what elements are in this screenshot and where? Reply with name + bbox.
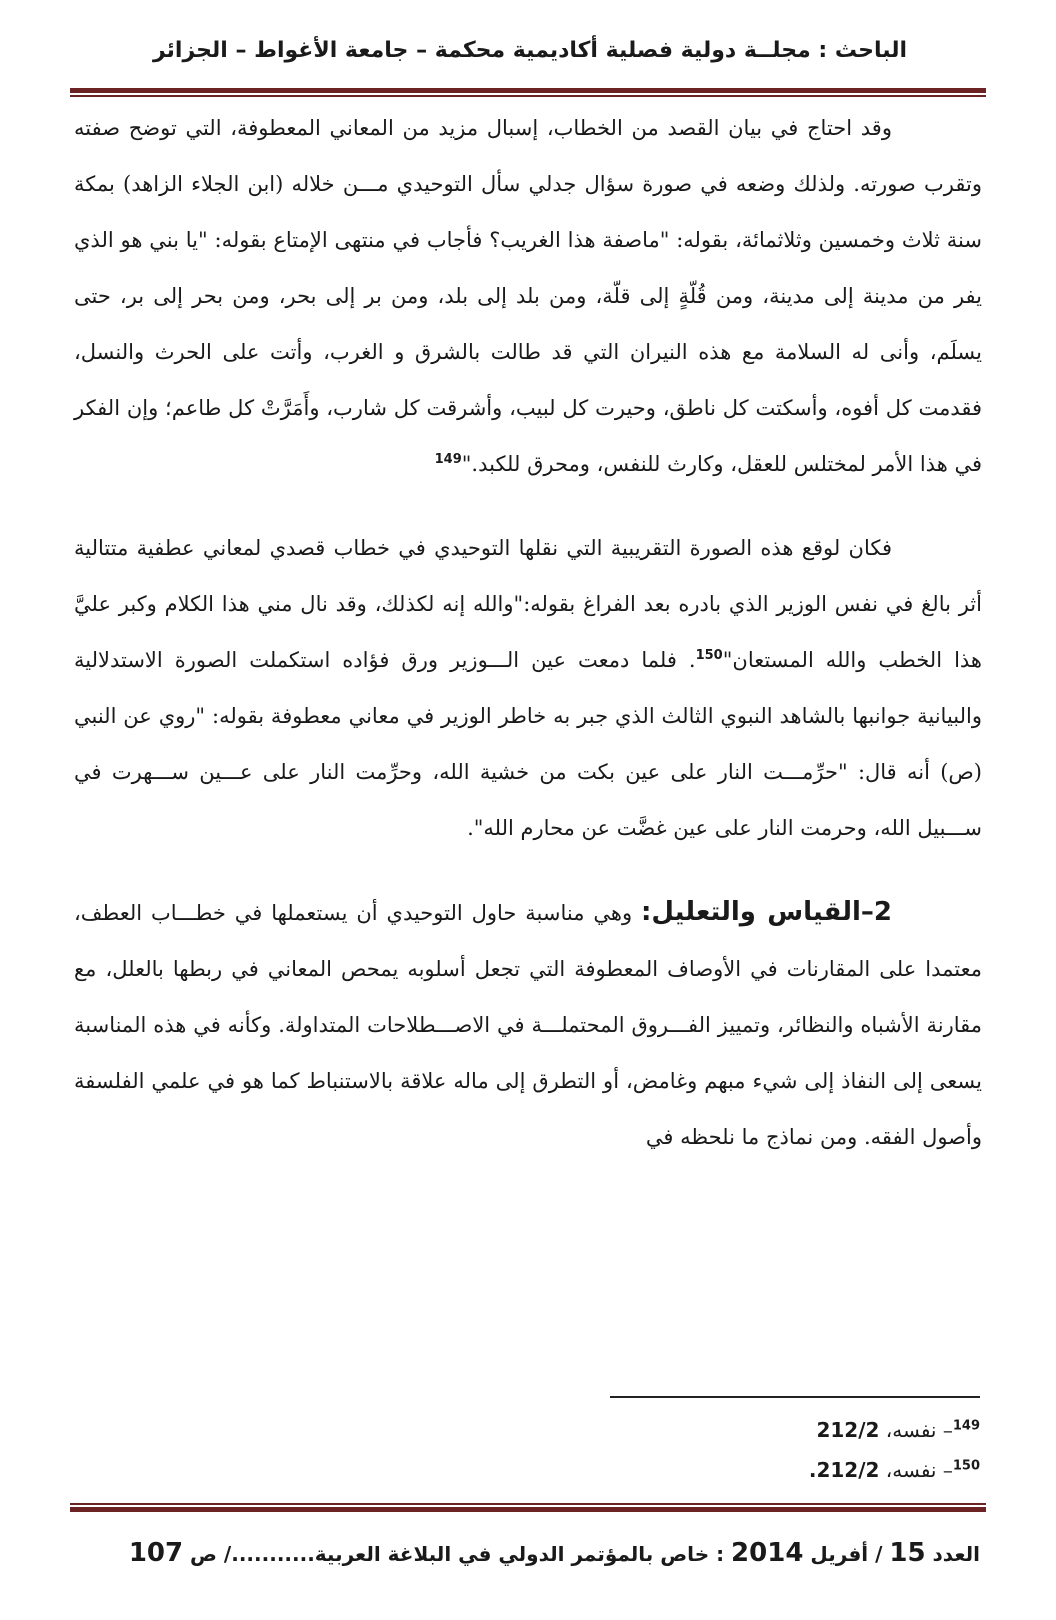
paragraph-2: [74, 520, 982, 856]
footnote-separator: [610, 1396, 980, 1398]
footnote-ref-150[interactable]: 150: [695, 648, 723, 663]
header-divider: [70, 88, 986, 97]
footnotes: [500, 1410, 980, 1490]
issue-description: : خاص بالمؤتمر الدولي في البلاغة العربية.........../ ص: [183, 1542, 732, 1566]
issue-month: أفريل: [803, 1542, 869, 1566]
footnote-page-ref: 212/2: [816, 1418, 880, 1442]
footnote-149: [500, 1410, 980, 1450]
paragraph-1: [74, 100, 982, 492]
paragraph-2-text-b: . فلما دمعت عين الـــوزير ورق فؤاده استكملت الصورة الاستدلالية والبيانية جوانبها بالشاهد النبوي الثالث الذي جبر به خاطر الوزير في معاني معطوفة بقوله: "روي عن النبي (ص) أنه قال: "حرِّمـــت النار على عين بكت من خشية الله، وحرِّمت النار على عـــين ســـهرت في ســـبيل الله، وحرمت النار على عين غضَّت عن محارم الله".: [74, 648, 982, 840]
page-footer: [90, 1538, 980, 1568]
paragraph-3: [74, 884, 982, 1165]
page-number: 107: [128, 1538, 184, 1568]
paragraph-2-text-a: فكان لوقع هذه الصورة التقريبية التي نقلها التوحيدي في خطاب قصدي لمعاني عطفية متتالية أثر بالغ في نفس الوزير الذي بادره بعد الفراغ بقوله:"والله إنه لكذلك، وقد نال مني هذا الكلام وكبر عليَّ هذا الخطب والله المستعان": [74, 536, 982, 672]
journal-header: الباحث : مجلــة دولية فصلية أكاديمية محكمة – جامعة الأغواط – الجزائر: [152, 38, 908, 63]
footnote-page-ref: 212/2.: [808, 1458, 880, 1482]
issue-year: 2014: [731, 1538, 804, 1568]
footer-divider: [70, 1503, 986, 1512]
article-body: [74, 100, 982, 1165]
section-heading: 2–القياس والتعليل:: [641, 897, 892, 927]
footnote-text: – نفسه،: [879, 1418, 953, 1442]
footnote-ref-149[interactable]: 149: [434, 452, 462, 467]
issue-label: العدد: [925, 1542, 980, 1566]
paragraph-1-text: وقد احتاج في بيان القصد من الخطاب، إسبال مزيد من المعاني المعطوفة، التي توضح صفته وتقرب صورته. ولذلك وضعه في صورة سؤال جدلي سأل التوحيدي مـــن خلاله (ابن الجلاء الزاهد) بمكة سنة ثلاث وخمسين وثلاثمائة، بقوله: "ماصفة هذا الغريب؟ فأجاب في منتهى الإمتاع بقوله: "يا بني هو الذي يفر من مدينة إلى مدينة، ومن قُلّةٍ إلى قلّة، ومن بلد إلى بلد، ومن بر إلى بحر، ومن بحر إلى بر، حتى يسلَم، وأنى له السلامة مع هذه النيران التي قد طالت بالشرق و الغرب، وأتت على الحرث والنسل، فقدمت كل أفوه، وأسكتت كل ناطق، وحيرت كل لبيب، وأشرقت كل شارب، وأَمَرَّتْ كل طاعم؛ وإن الفكر في هذا الأمر لمختلس للعقل، وكارث للنفس، ومحرق للكبد.": [74, 116, 982, 476]
paragraph-3-text: وهي مناسبة حاول التوحيدي أن يستعملها في خطـــاب العطف، معتمدا على المقارنات في الأوصاف المعطوفة التي تجعل أسلوبه يمحص المعاني في ربطها بالعلل، مع مقارنة الأشباه والنظائر، وتمييز الفـــروق المحتملـــة في الاصـــطلاحات المتداولة. وكأنه في هذه المناسبة يسعى إلى النفاذ إلى شيء مبهم وغامض، أو التطرق إلى ماله علاقة بالاستنباط كما هو في علمي الفلسفة وأصول الفقه. ومن نماذج ما نلحظه في: [74, 901, 982, 1149]
footnote-number: 150: [952, 1458, 980, 1474]
footnote-150: [500, 1450, 980, 1490]
footnote-number: 149: [952, 1418, 980, 1434]
footer-separator: /: [868, 1542, 890, 1566]
issue-number: 15: [889, 1538, 926, 1568]
footnote-text: – نفسه،: [879, 1458, 953, 1482]
